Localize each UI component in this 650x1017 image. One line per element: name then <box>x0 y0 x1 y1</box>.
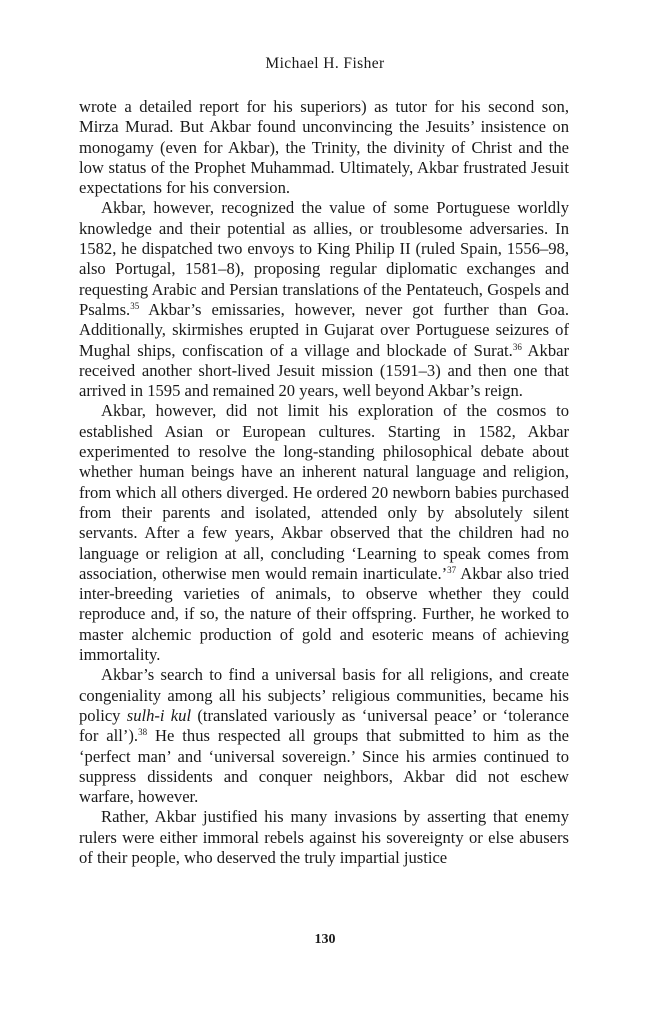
text-run: Rather, Akbar justified his many invasions by asserting that enemy rulers were either immoral rebels against his sovereignty or else abusers of their people, who deserved the truly impartial justice <box>79 807 569 867</box>
text-run: (translated variously as ‘universal peace’ or ‘tolerance for all’). <box>79 705 570 746</box>
page-number: 130 <box>314 932 336 947</box>
paragraph <box>79 198 569 401</box>
running-head: Michael H. Fisher <box>265 55 385 72</box>
paragraph <box>79 401 569 665</box>
footnote-marker: 35 <box>130 300 140 311</box>
text-run: He thus respected all groups that submitted to him as the ‘perfect man’ and ‘universal sovereign.’ Since his armies continued to suppress dissidents and conquer neighbors, Akbar did not eschew warfare, however. <box>79 726 569 807</box>
text-run: Akbar’s search to find a universal basis for all religions, and create congeniality among all his subjects’ religious communities, became his policy <box>79 665 569 725</box>
text-run: Akbar also tried inter-breeding varieties of animals, to observe whether they could reproduce and, if so, the nature of their offspring. Further, he worked to master alchemic production of gold and esoteric means of achieving immortality. <box>79 563 569 665</box>
footnote-marker: 36 <box>512 341 522 352</box>
text-run: Akbar’s emissaries, however, never got further than Goa. Additionally, skirmishes erupted in Gujarat over Portuguese seizures of Mughal ships, confiscation of a village and blockade of Surat. <box>79 299 569 360</box>
text-run: Akbar received another short-lived Jesuit mission (1591–3) and then one that arrived in 1595 and remained 20 years, well beyond Akbar’s reign. <box>79 340 570 401</box>
paragraph <box>79 97 569 198</box>
footnote-marker: 38 <box>138 727 148 738</box>
paragraph <box>79 807 569 868</box>
footnote-marker: 37 <box>447 564 457 575</box>
italic-term: sulh-i kul <box>126 705 192 725</box>
text-run: Akbar, however, did not limit his exploration of the cosmos to established Asian or European cultures. Starting in 1582, Akbar experimented to resolve the long-standing philosophical debate about whether human beings have an inherent natural language and religion, from which all others diverged. He ordered 20 newborn babies purchased from their parents and isolated, attended only by absolutely silent servants. After a few years, Akbar observed that the children had no language or religion at all, concluding ‘Learning to speak comes from association, otherwise men would remain inarticulate.’ <box>79 401 569 583</box>
body-text <box>79 97 569 868</box>
text-run: wrote a detailed report for his superiors) as tutor for his second son, Mirza Murad. But Akbar found unconvincing the Jesuits’ insistence on monogamy (even for Akbar), the Trinity, the divinity of Christ and the low status of the Prophet Muhammad. Ultimately, Akbar frustrated Jesuit expectations for his conversion. <box>79 97 569 198</box>
text-run: Akbar, however, recognized the value of some Portuguese worldly knowledge and their potential as allies, or troublesome adversaries. In 1582, he dispatched two envoys to King Philip II (ruled Spain, 1556–98, also Portugal, 1581–8), proposing regular diplomatic exchanges and requesting Arabic and Persian translations of the Pentateuch, Gospels and Psalms. <box>79 198 569 319</box>
paragraph <box>79 665 569 807</box>
